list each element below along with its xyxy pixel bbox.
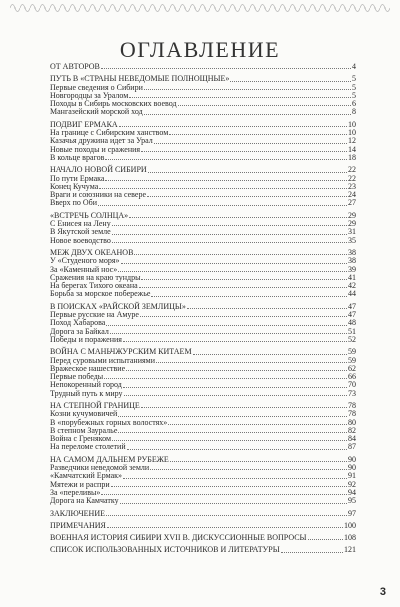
- toc-entry-page: 82: [348, 425, 356, 435]
- toc-entry-title: Война с Греняком: [50, 434, 112, 444]
- toc-entry-page: 92: [348, 479, 356, 489]
- toc-entry-page: 95: [348, 496, 356, 506]
- toc-entry-page: 12: [348, 136, 356, 146]
- toc-leader-dots: [144, 114, 351, 115]
- toc-leader-dots: [124, 395, 347, 396]
- toc-entry-page: 10: [348, 128, 356, 138]
- toc-entry-title: Первые сведения о Сибири: [50, 82, 143, 92]
- toc-leader-dots: [150, 469, 347, 470]
- toc-entry-title: На границе с Сибирским ханством: [50, 128, 169, 138]
- toc-entry-title: ПОДВИГ ЕРМАКА: [50, 119, 118, 129]
- toc-entry-title: ОТ АВТОРОВ: [50, 62, 100, 71]
- toc-leader-dots: [178, 105, 351, 106]
- toc-leader-dots: [281, 552, 343, 553]
- toc-entry-title: Дорога на Камчатку: [50, 496, 119, 506]
- toc-leader-dots: [110, 333, 347, 334]
- page-number: 3: [379, 586, 386, 598]
- toc-leader-dots: [139, 287, 347, 288]
- header-ornament: [10, 0, 390, 16]
- toc-entry-page: 78: [348, 400, 356, 410]
- toc-leader-dots: [118, 271, 347, 272]
- toc-entry-page: 29: [348, 210, 356, 220]
- toc-leader-dots: [106, 325, 347, 326]
- toc-leader-dots: [156, 362, 347, 363]
- toc-entry-page: 52: [348, 334, 356, 344]
- toc-entry-title: Первые русские на Амуре: [50, 310, 139, 320]
- toc-entry-title: ЗАКЛЮЧЕНИЕ: [50, 508, 105, 518]
- toc-entry-title: За «Каменный нос»: [50, 264, 118, 274]
- toc-entry-page: 22: [348, 173, 356, 183]
- toc-entry-title: Походы в Сибирь московских воевод: [50, 99, 177, 109]
- toc-leader-dots: [107, 527, 343, 528]
- toc-entry-page: 59: [348, 347, 356, 357]
- toc-leader-dots: [141, 279, 347, 280]
- toc-entry-page: 80: [348, 417, 356, 427]
- toc-entry-page: 41: [348, 272, 356, 282]
- toc-entry-title: МЕЖ ДВУХ ОКЕАНОВ: [50, 247, 134, 257]
- toc-entry-page: 59: [348, 355, 356, 365]
- toc-entry-title: Козни кучумовичей: [50, 409, 118, 419]
- toc-entry-title: Поход Хабарова: [50, 318, 106, 328]
- toc-leader-dots: [170, 461, 347, 462]
- toc-entry-page: 4: [352, 62, 356, 71]
- toc-entry-title: Разведчики неведомой земли: [50, 463, 150, 473]
- toc-leader-dots: [98, 205, 347, 206]
- toc-entry-page: 90: [348, 463, 356, 473]
- toc-entry-title: НА САМОМ ДАЛЬНЕМ РУБЕЖЕ: [50, 454, 169, 464]
- page-title: ОГЛАВЛЕНИЕ: [119, 37, 281, 62]
- toc-entry-page: 84: [348, 434, 356, 444]
- toc-entry-title: Новгородцы за Уралом: [50, 90, 129, 100]
- toc-entry-title: Вражеское нашествие: [50, 363, 126, 373]
- toc-section-entry: [50, 510, 356, 518]
- toc-entry-page: 23: [348, 181, 356, 191]
- toc-section-entry: [50, 522, 356, 530]
- toc-entry-page: 47: [348, 301, 356, 311]
- toc-entry-title: На берегах Тихого океана: [50, 281, 138, 291]
- toc-entry-title: Новые походы и сражения: [50, 144, 141, 154]
- toc-entry: [50, 497, 356, 505]
- toc-entry-page: 108: [344, 533, 356, 543]
- toc-entry-title: За «переливы»: [50, 487, 101, 497]
- toc-leader-dots: [123, 478, 347, 479]
- toc-leader-dots: [230, 81, 351, 82]
- toc-entry-title: У «Студеного моря»: [50, 256, 120, 266]
- toc-entry-title: По пути Ермака: [50, 173, 105, 183]
- toc-entry-title: «Камчатский Ермак»: [50, 471, 123, 481]
- toc-leader-dots: [118, 416, 347, 417]
- toc-entry-page: 29: [348, 219, 356, 229]
- toc-entry-page: 87: [348, 442, 356, 452]
- toc-leader-dots: [140, 316, 347, 317]
- toc-entry-page: 62: [348, 363, 356, 373]
- toc-section-entry: [50, 534, 356, 542]
- toc-leader-dots: [154, 143, 347, 144]
- toc-entry-page: 38: [348, 247, 356, 257]
- toc-leader-dots: [99, 188, 347, 189]
- toc-entry-title: Трудный путь к миру: [50, 388, 123, 398]
- toc-leader-dots: [112, 440, 347, 441]
- toc-entry-title: С Енисея на Лену: [50, 219, 111, 229]
- toc-leader-dots: [101, 494, 347, 495]
- toc-leader-dots: [126, 370, 347, 371]
- toc-entry-page: 5: [352, 82, 356, 92]
- toc-entry-page: 90: [348, 454, 356, 464]
- toc-entry-title: ПРИМЕЧАНИЯ: [50, 520, 106, 530]
- toc-leader-dots: [169, 134, 347, 135]
- toc-leader-dots: [134, 254, 347, 255]
- toc-leader-dots: [123, 341, 347, 342]
- toc-entry-page: 66: [348, 372, 356, 382]
- toc-leader-dots: [141, 151, 347, 152]
- toc-entry-title: В «порубежных горных волостях»: [50, 417, 168, 427]
- toc-entry-title: Конец Кучума: [50, 181, 99, 191]
- toc-entry-title: СПИСОК ИСПОЛЬЗОВАННЫХ ИСТОЧНИКОВ И ЛИТЕРАТУРЫ: [50, 545, 280, 555]
- toc-leader-dots: [106, 515, 347, 516]
- toc-entry-page: 48: [348, 318, 356, 328]
- toc-entry-title: Победы и поражения: [50, 334, 122, 344]
- toc-leader-dots: [141, 407, 347, 408]
- toc-entry-title: В ПОИСКАХ «РАЙСКОЙ ЗЕМЛИЦЫ»: [50, 301, 186, 311]
- toc-leader-dots: [129, 217, 347, 218]
- toc-leader-dots: [193, 354, 347, 355]
- toc-leader-dots: [112, 225, 347, 226]
- toc-entry-title: На переломе столетий: [50, 442, 126, 452]
- toc-leader-dots: [105, 180, 347, 181]
- toc-entry: [50, 108, 356, 116]
- toc-entry-title: Враги и союзники на севере: [50, 190, 147, 200]
- toc-entry-title: Дорога за Байкал: [50, 326, 109, 336]
- toc-entry-page: 35: [348, 235, 356, 245]
- toc-entry-title: «ВСТРЕЧЬ СОЛНЦА»: [50, 210, 129, 220]
- toc-entry-page: 38: [348, 256, 356, 266]
- toc-entry-page: 51: [348, 326, 356, 336]
- toc-entry: [50, 199, 356, 207]
- toc-entry-title: В Якутской земле: [50, 227, 111, 237]
- toc-entry-page: 97: [348, 508, 356, 518]
- toc-entry-title: ПУТЬ В «СТРАНЫ НЕВЕДОМЫЕ ПОЛНОЩНЫЕ»: [50, 74, 230, 84]
- toc-entry-page: 121: [344, 545, 356, 555]
- toc-leader-dots: [118, 432, 347, 433]
- toc-entry-page: 78: [348, 409, 356, 419]
- toc-entry-page: 18: [348, 152, 356, 162]
- toc-entry-page: 47: [348, 310, 356, 320]
- toc-entry-title: Вверх по Оби: [50, 198, 98, 208]
- toc-leader-dots: [112, 234, 347, 235]
- toc-entry: [50, 290, 356, 298]
- toc-entry-page: 31: [348, 227, 356, 237]
- toc-entry-page: 10: [348, 119, 356, 129]
- toc-entry-title: Первые победы: [50, 372, 104, 382]
- toc-entry-page: 22: [348, 165, 356, 175]
- toc-leader-dots: [105, 159, 347, 160]
- toc-leader-dots: [121, 263, 347, 264]
- toc-entry-page: 5: [352, 74, 356, 84]
- toc-entry-page: 27: [348, 198, 356, 208]
- toc-entry-page: 39: [348, 264, 356, 274]
- toc-leader-dots: [147, 196, 347, 197]
- toc-entry-page: 6: [352, 99, 356, 109]
- toc-leader-dots: [308, 539, 343, 540]
- toc-leader-dots: [119, 126, 347, 127]
- toc-entry-title: Новое воеводство: [50, 235, 111, 245]
- toc-leader-dots: [123, 387, 347, 388]
- toc-entry-page: 94: [348, 487, 356, 497]
- toc-entry-title: Мятежи и распри: [50, 479, 110, 489]
- toc-entry-title: В кольце врагов: [50, 152, 105, 162]
- toc-entry: [50, 336, 356, 344]
- toc-entry-title: В степном Зауралье: [50, 425, 118, 435]
- toc-leader-dots: [112, 242, 347, 243]
- toc-entry-title: Казачья дружина идет за Урал: [50, 136, 153, 146]
- table-of-contents: [50, 63, 356, 555]
- toc-leader-dots: [187, 308, 347, 309]
- toc-leader-dots: [104, 378, 347, 379]
- toc-entry-title: Сражения на краю тундры: [50, 272, 141, 282]
- toc-leader-dots: [127, 449, 347, 450]
- toc-leader-dots: [168, 424, 347, 425]
- toc-entry-page: 100: [344, 520, 356, 530]
- toc-entry-title: НА СТЕПНОЙ ГРАНИЦЕ: [50, 400, 140, 410]
- toc-leader-dots: [111, 486, 347, 487]
- toc-entry-page: 14: [348, 144, 356, 154]
- toc-section-entry: [50, 546, 356, 554]
- toc-entry: [50, 390, 356, 398]
- toc-entry: [50, 154, 356, 162]
- toc-leader-dots: [144, 89, 351, 90]
- toc-section-entry: [50, 63, 356, 71]
- toc-entry-title: Мангазейский морской ход: [50, 107, 143, 117]
- toc-leader-dots: [120, 503, 347, 504]
- toc-entry-page: 42: [348, 281, 356, 291]
- toc-leader-dots: [148, 172, 347, 173]
- toc-entry-page: 73: [348, 388, 356, 398]
- toc-entry-page: 70: [348, 380, 356, 390]
- toc-leader-dots: [151, 296, 347, 297]
- toc-entry-title: Борьба за морское побережье: [50, 289, 151, 299]
- toc-leader-dots: [129, 97, 351, 98]
- toc-entry-page: 24: [348, 190, 356, 200]
- toc-entry-title: ВОЕННАЯ ИСТОРИЯ СИБИРИ XVII В. ДИСКУССИОННЫЕ ВОПРОСЫ: [50, 533, 307, 543]
- toc-entry-page: 8: [352, 107, 356, 117]
- toc-entry-page: 44: [348, 289, 356, 299]
- toc-leader-dots: [101, 68, 351, 69]
- toc-entry-title: Перед суровыми испытаниями: [50, 355, 156, 365]
- toc-entry-title: ВОЙНА С МАНЬЧЖУРСКИМ КИТАЕМ: [50, 347, 192, 357]
- toc-entry-page: 5: [352, 90, 356, 100]
- toc-entry: [50, 443, 356, 451]
- toc-entry-title: Непокоренный город: [50, 380, 122, 390]
- toc-entry-title: НАЧАЛО НОВОЙ СИБИРИ: [50, 165, 147, 175]
- toc-entry-page: 91: [348, 471, 356, 481]
- toc-entry: [50, 237, 356, 245]
